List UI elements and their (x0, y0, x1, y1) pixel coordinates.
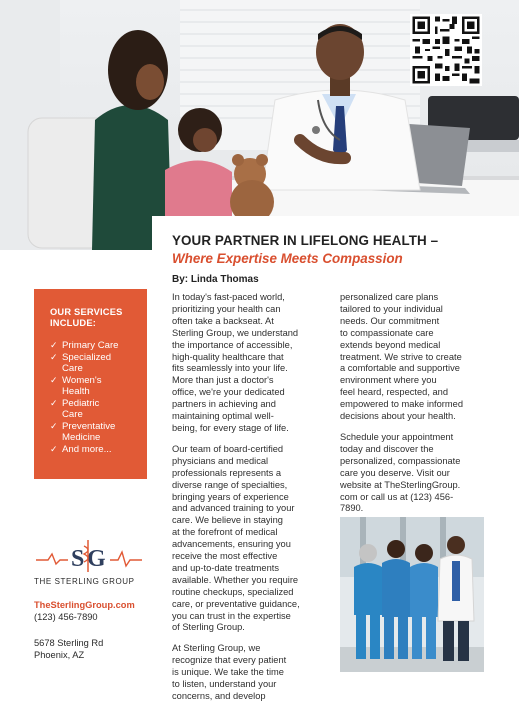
logo-letter-s: S (71, 546, 85, 572)
address-line-1: 5678 Sterling Rd (34, 638, 104, 648)
checkmark-icon: ✓ (50, 420, 58, 431)
article-title: YOUR PARTNER IN LIFELONG HEALTH – (172, 233, 439, 248)
website-link[interactable]: TheSterlingGroup.com (34, 600, 135, 610)
services-box (34, 289, 147, 479)
service-item: ✓ Preventative Medicine (50, 420, 116, 443)
body-column-2-paragraph: Schedule your appointment today and discover the personalized, compassionate care you deserve. Visit our website at TheSterlingGroup. com or call us at (123) 456- 7890. (340, 431, 461, 514)
body-column-1-paragraph: At Sterling Group, we recognize that every patient is unique. We take the time to listen, understand your concerns, and develop (172, 643, 287, 701)
checkmark-icon: ✓ (50, 397, 58, 408)
body-column-2 (340, 292, 490, 524)
body-column-1 (172, 292, 327, 712)
article-byline: By: Linda Thomas (172, 274, 259, 285)
service-item: ✓ Women's Health (50, 374, 102, 397)
checkmark-icon: ✓ (50, 374, 58, 385)
body-column-1-paragraph: Our team of board-certified physicians and medical professionals represents a diverse range of specialties, bringing years of experience and advanced training to your care. We believe in staying at the forefront of medical advancements, ensuring you receive the most effective and up-to-date treatments available. Whether you require routine checkups, specialized care, or preventative guidance, you can trust in the expertise of Sterling Group. (172, 443, 300, 633)
qr-code[interactable] (410, 14, 482, 86)
address-line-2: Phoenix, AZ (34, 650, 85, 660)
services-list (50, 340, 146, 455)
service-item: ✓ Primary Care (50, 340, 119, 351)
body-column-1-paragraph: In today's fast-paced world, prioritizing your health can often take a backseat. At Sterling Group, we understand the importance of accessible, high-quality healthcare that fits seamlessly into your life. More than just a doctor's office, we're your dedicated partners in achieving and maintaining optimal well- being, for every stage of life. (172, 292, 299, 433)
body-column-2-paragraph: personalized care plans tailored to your individual needs. Our commitment to compassionate care extends beyond medical treatment. We strive to create a comfortable and supportive environment where you feel heard, respected, and empowered to make informed decisions about your health. (340, 292, 463, 422)
hero-photo (0, 0, 519, 250)
service-item: ✓ And more... (50, 443, 112, 455)
service-item: ✓ Pediatric Care (50, 397, 100, 420)
heartbeat-line-left-icon (36, 554, 68, 564)
logo-letter-g: G (87, 546, 106, 572)
medical-team-photo (340, 517, 484, 672)
phone-number[interactable]: (123) 456-7890 (34, 612, 98, 622)
checkmark-icon: ✓ (50, 351, 58, 362)
checkmark-icon: ✓ (50, 443, 58, 454)
service-item: ✓ Specialized Care (50, 351, 112, 374)
brand-name: THE STERLING GROUP (34, 577, 135, 586)
heartbeat-line-right-icon (110, 552, 142, 566)
checkmark-icon: ✓ (50, 340, 58, 350)
services-heading: OUR SERVICES INCLUDE: (50, 307, 123, 328)
article-subtitle: Where Expertise Meets Compassion (172, 251, 403, 266)
